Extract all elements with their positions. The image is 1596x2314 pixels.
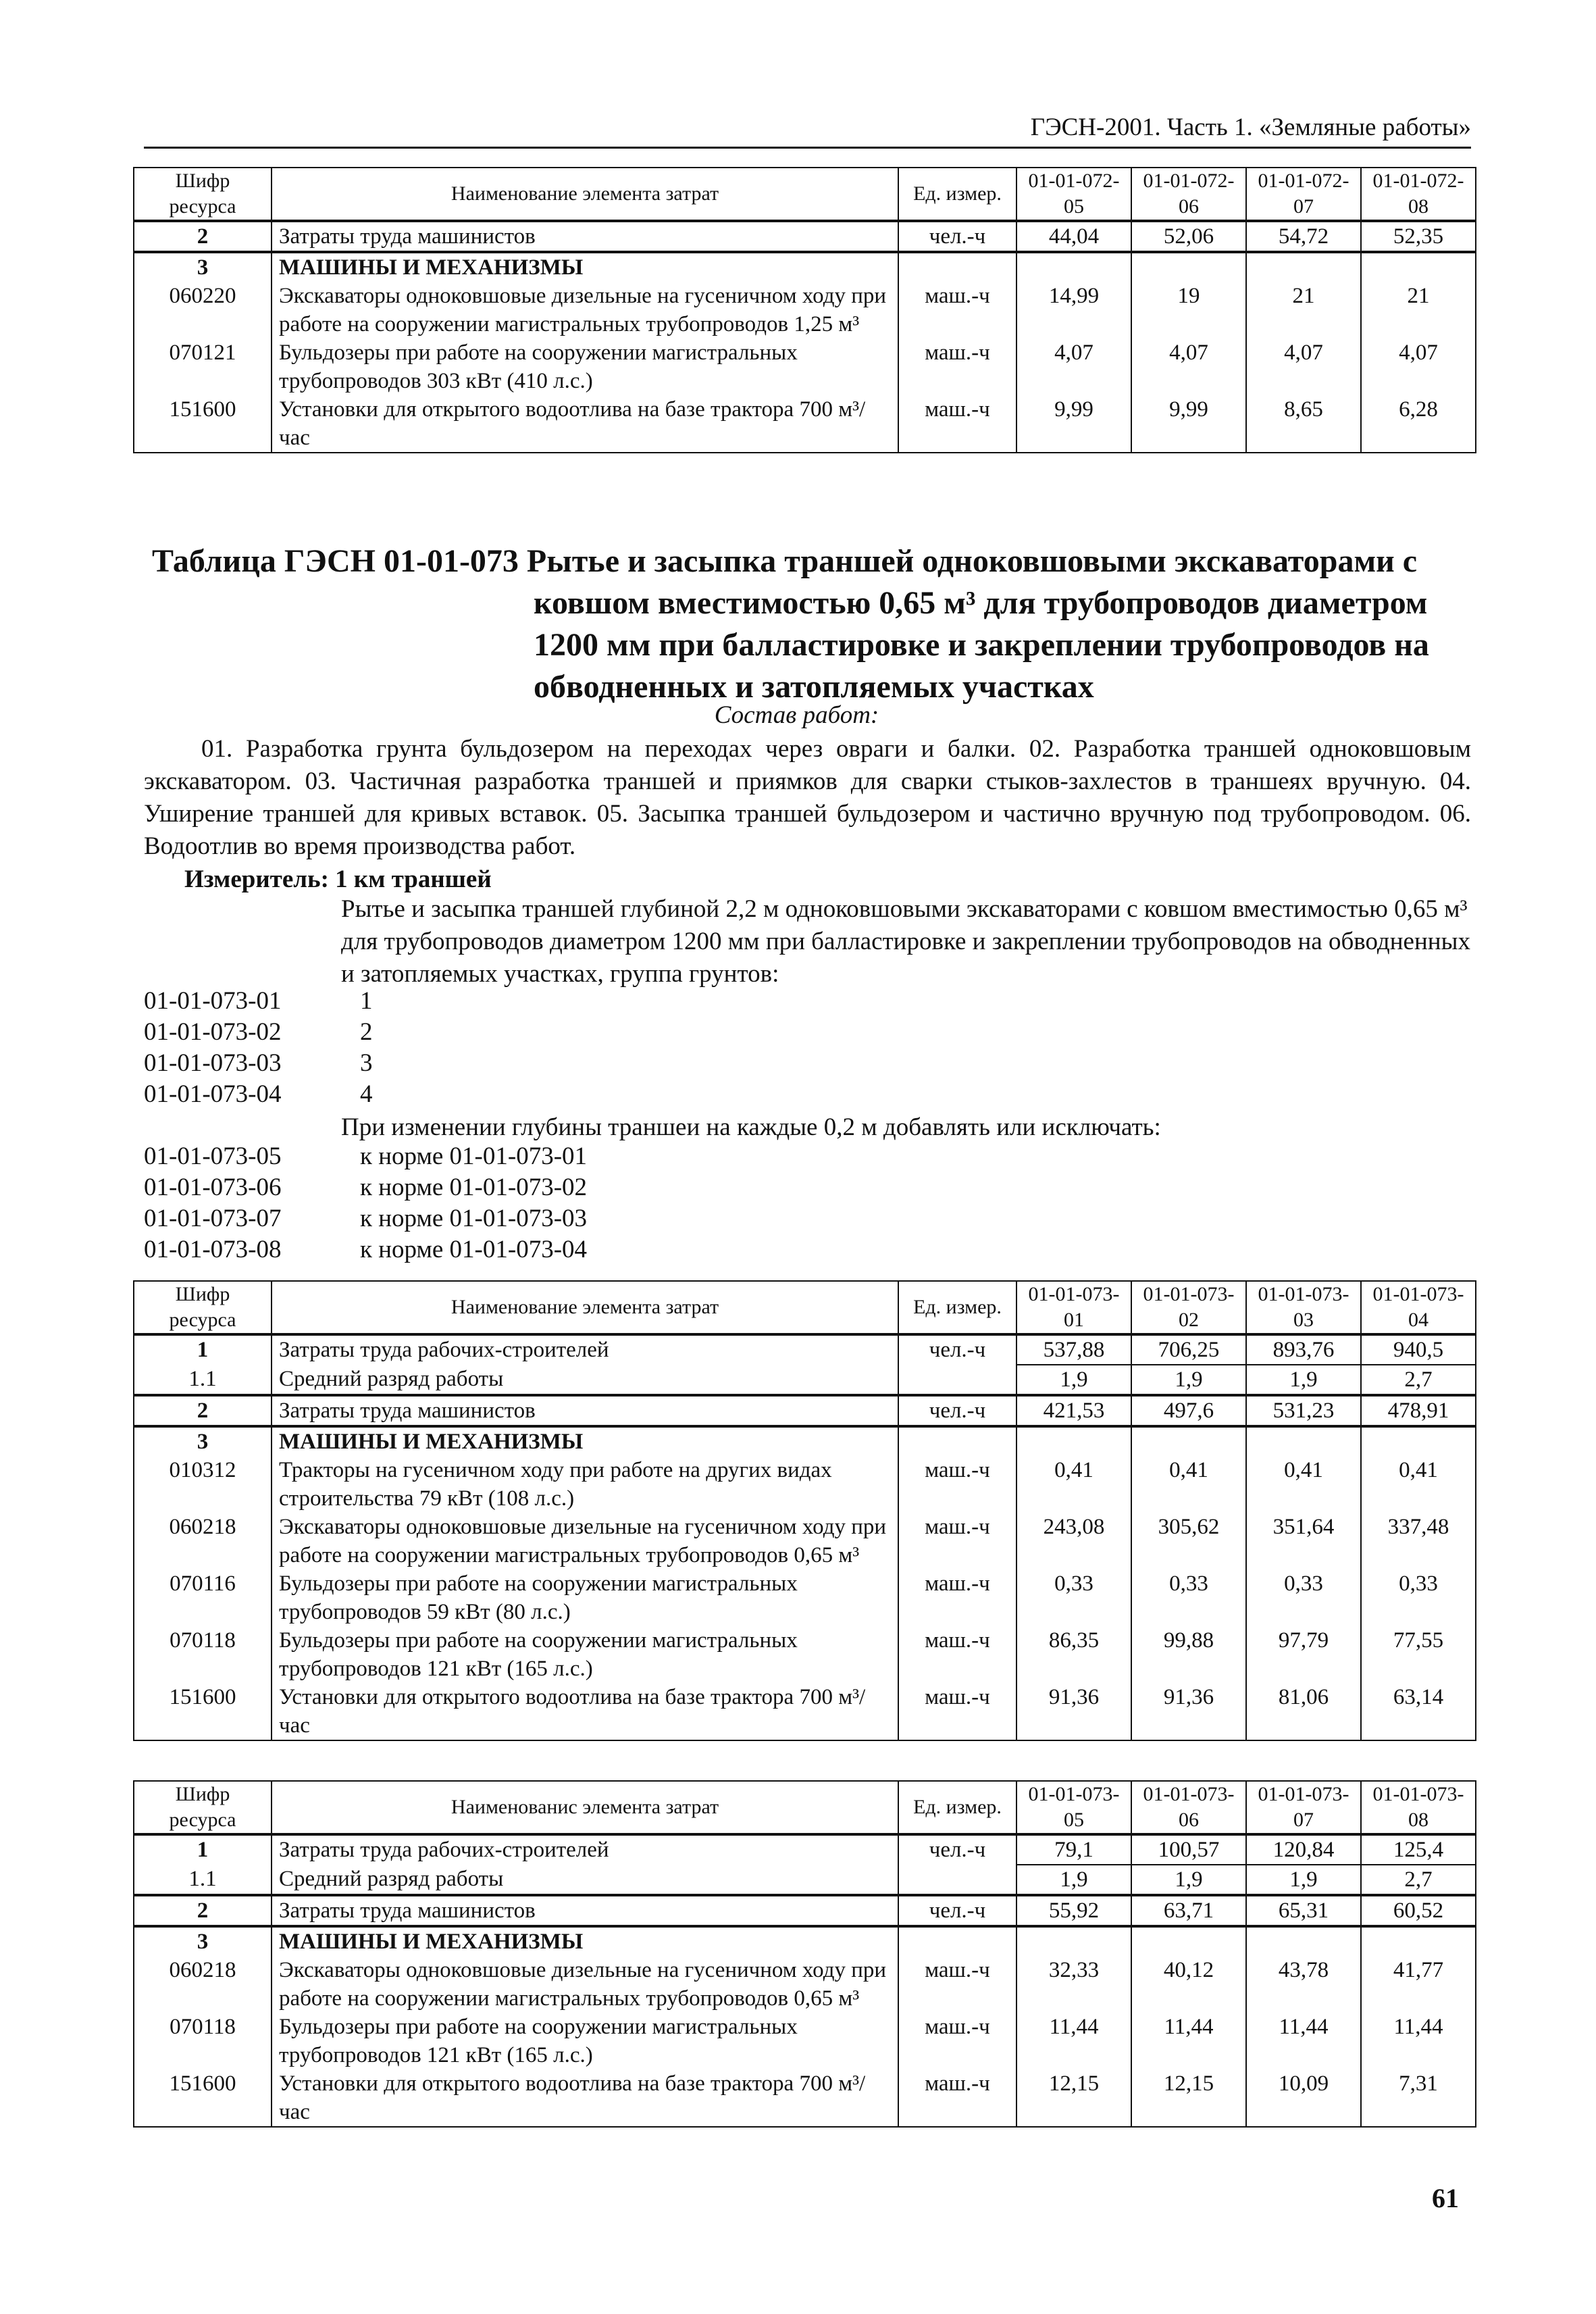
row-value: 0,33 <box>1361 1569 1476 1626</box>
row-value: 12,15 <box>1016 2069 1131 2127</box>
row-name: Средний разряд работы <box>272 1865 898 1895</box>
col-header-code: Шифр ресурса <box>134 168 272 221</box>
title-line: Таблица ГЭСН 01-01-073 Рытье и засыпка траншей одноковшовыми экскаваторами с <box>152 543 1418 579</box>
table-header-row <box>134 168 1476 221</box>
row-unit <box>898 1926 1016 1956</box>
row-code: 010312 <box>134 1456 272 1513</box>
depth-change-list <box>144 1140 587 1265</box>
list-item <box>144 1078 373 1109</box>
row-code: 1 <box>134 1834 272 1865</box>
row-value: 40,12 <box>1131 1956 1246 2013</box>
row-value: 99,88 <box>1131 1626 1246 1683</box>
row-value: 351,64 <box>1246 1513 1361 1569</box>
row-code: 1.1 <box>134 1865 272 1895</box>
norm-code: 01-01-073-02 <box>144 1018 282 1046</box>
row-name: Затраты труда машинистов <box>272 1895 898 1926</box>
row-value: 1,9 <box>1246 1865 1361 1895</box>
row-value: 4,07 <box>1131 338 1246 395</box>
row-code: 151600 <box>134 2069 272 2127</box>
row-name: Бульдозеры при работе на сооружении магистральных трубопроводов 121 кВт (165 л.с.) <box>272 2013 898 2069</box>
title-line: ковшом вместимостью 0,65 м³ для трубопроводов диаметром <box>534 585 1428 621</box>
table-row <box>134 2013 1476 2069</box>
table-row <box>134 221 1476 252</box>
row-value: 0,33 <box>1016 1569 1131 1626</box>
row-value: 9,99 <box>1016 395 1131 453</box>
row-name: Бульдозеры при работе на сооружении магистральных трубопроводов 303 кВт (410 л.с.) <box>272 338 898 395</box>
row-unit: чел.-ч <box>898 221 1016 252</box>
row-value <box>1131 1426 1246 1456</box>
row-value <box>1246 252 1361 282</box>
row-value: 91,36 <box>1131 1683 1246 1740</box>
work-composition-label: Состав работ: <box>714 701 879 729</box>
norm-code: 01-01-073-05 <box>144 1142 282 1170</box>
col-header-norm: 01-01-072-06 <box>1131 168 1246 221</box>
col-header-norm: 01-01-073-03 <box>1246 1281 1361 1334</box>
resource-table-072 <box>133 167 1476 453</box>
norm-description: Рытье и засыпка траншей глубиной 2,2 м одноковшовыми экскаваторами с ковшом вместимостью 0,65 м³ для трубопроводов диаметром 1200 мм при балластировке и закреплении трубопроводов на обводненных и затопляемых участках, группа грунтов: <box>341 895 1470 988</box>
row-value: 497,6 <box>1131 1395 1246 1426</box>
row-code: 151600 <box>134 1683 272 1740</box>
row-value: 19 <box>1131 282 1246 338</box>
table-row <box>134 1426 1476 1456</box>
row-unit: чел.-ч <box>898 1395 1016 1426</box>
row-unit: чел.-ч <box>898 1334 1016 1365</box>
row-value: 91,36 <box>1016 1683 1131 1740</box>
row-code: 060218 <box>134 1956 272 2013</box>
row-value <box>1246 1426 1361 1456</box>
row-value: 11,44 <box>1361 2013 1476 2069</box>
row-value: 11,44 <box>1246 2013 1361 2069</box>
col-header-norm: 01-01-073-02 <box>1131 1281 1246 1334</box>
row-value: 81,06 <box>1246 1683 1361 1740</box>
row-code: 151600 <box>134 395 272 453</box>
norm-reference: к норме 01-01-073-01 <box>360 1142 588 1170</box>
row-value: 43,78 <box>1246 1956 1361 2013</box>
row-value <box>1361 1926 1476 1956</box>
row-unit: чел.-ч <box>898 1834 1016 1865</box>
soil-group-list <box>144 985 373 1109</box>
row-name: Бульдозеры при работе на сооружении магистральных трубопроводов 121 кВт (165 л.с.) <box>272 1626 898 1683</box>
row-value: 11,44 <box>1016 2013 1131 2069</box>
row-code: 3 <box>134 252 272 282</box>
col-header-norm: 01-01-073-04 <box>1361 1281 1476 1334</box>
row-code: 1.1 <box>134 1365 272 1395</box>
page-number: 61 <box>1432 2183 1459 2213</box>
row-name: Средний разряд работы <box>272 1365 898 1395</box>
col-header-norm: 01-01-073-07 <box>1246 1781 1361 1834</box>
row-value: 86,35 <box>1016 1626 1131 1683</box>
norm-reference: к норме 01-01-073-02 <box>360 1174 588 1201</box>
row-value: 21 <box>1246 282 1361 338</box>
table-row <box>134 1956 1476 2013</box>
list-item <box>144 1047 373 1078</box>
title-line: 1200 мм при балластировке и закреплении трубопроводов на <box>534 627 1429 663</box>
list-item <box>144 985 373 1016</box>
table-row <box>134 1926 1476 1956</box>
row-unit: маш.-ч <box>898 1683 1016 1740</box>
row-unit: маш.-ч <box>898 1956 1016 2013</box>
row-value: 0,41 <box>1246 1456 1361 1513</box>
row-code: 2 <box>134 221 272 252</box>
norm-code: 01-01-073-06 <box>144 1174 282 1201</box>
row-unit: маш.-ч <box>898 1626 1016 1683</box>
row-value: 1,9 <box>1016 1365 1131 1395</box>
row-value: 4,07 <box>1246 338 1361 395</box>
row-value: 125,4 <box>1361 1834 1476 1865</box>
row-value: 41,77 <box>1361 1956 1476 2013</box>
row-value: 65,31 <box>1246 1895 1361 1926</box>
col-header-norm: 01-01-072-07 <box>1246 168 1361 221</box>
norm-code: 01-01-073-07 <box>144 1205 282 1232</box>
row-unit: чел.-ч <box>898 1895 1016 1926</box>
table-row <box>134 1365 1476 1395</box>
row-name: Затраты труда рабочих-строителей <box>272 1834 898 1865</box>
col-header-name: Наименование элемента затрат <box>272 1281 898 1334</box>
row-unit <box>898 1865 1016 1895</box>
table-row <box>134 1456 1476 1513</box>
col-header-unit: Ед. измер. <box>898 168 1016 221</box>
row-unit <box>898 1426 1016 1456</box>
table-row <box>134 1683 1476 1740</box>
row-value: 0,41 <box>1016 1456 1131 1513</box>
row-value: 32,33 <box>1016 1956 1131 2013</box>
row-value: 1,9 <box>1246 1365 1361 1395</box>
row-code: 3 <box>134 1426 272 1456</box>
soil-group: 2 <box>360 1018 373 1046</box>
row-name: Экскаваторы одноковшовые дизельные на гусеничном ходу при работе на сооружении магистральных трубопроводов 0,65 м³ <box>272 1956 898 2013</box>
depth-change-note: При изменении глубины траншеи на каждые 0,2 м добавлять или исключать: <box>341 1113 1161 1141</box>
col-header-norm: 01-01-073-01 <box>1016 1281 1131 1334</box>
row-unit: маш.-ч <box>898 2013 1016 2069</box>
row-value: 63,14 <box>1361 1683 1476 1740</box>
col-header-norm: 01-01-072-08 <box>1361 168 1476 221</box>
table-row <box>134 2069 1476 2127</box>
list-item <box>144 1234 587 1265</box>
table-row <box>134 252 1476 282</box>
row-value: 52,35 <box>1361 221 1476 252</box>
list-item <box>144 1016 373 1047</box>
row-code: 2 <box>134 1895 272 1926</box>
row-value: 11,44 <box>1131 2013 1246 2069</box>
row-value: 14,99 <box>1016 282 1131 338</box>
section-heading: МАШИНЫ И МЕХАНИЗМЫ <box>272 1426 898 1456</box>
row-value: 337,48 <box>1361 1513 1476 1569</box>
table-row <box>134 1834 1476 1865</box>
row-unit <box>898 252 1016 282</box>
row-value: 0,33 <box>1246 1569 1361 1626</box>
list-item <box>144 1203 587 1234</box>
row-name: Установки для открытого водоотлива на базе трактора 700 м³/час <box>272 395 898 453</box>
norm-code: 01-01-073-03 <box>144 1049 282 1077</box>
table-row <box>134 338 1476 395</box>
row-value <box>1016 1426 1131 1456</box>
row-unit: маш.-ч <box>898 395 1016 453</box>
col-header-code: Шифр ресурса <box>134 1281 272 1334</box>
section-heading: МАШИНЫ И МЕХАНИЗМЫ <box>272 252 898 282</box>
row-name: Установки для открытого водоотлива на базе трактора 700 м³/час <box>272 1683 898 1740</box>
row-value: 1,9 <box>1131 1365 1246 1395</box>
row-value: 1,9 <box>1016 1865 1131 1895</box>
measurement-unit: Измеритель: 1 км траншей <box>184 865 492 893</box>
row-unit: маш.-ч <box>898 1456 1016 1513</box>
row-value <box>1361 1426 1476 1456</box>
row-name: Бульдозеры при работе на сооружении магистральных трубопроводов 59 кВт (80 л.с.) <box>272 1569 898 1626</box>
row-code: 060218 <box>134 1513 272 1569</box>
row-code: 060220 <box>134 282 272 338</box>
col-header-name: Наименованис элемента затрат <box>272 1781 898 1834</box>
row-value: 10,09 <box>1246 2069 1361 2127</box>
table-row <box>134 1865 1476 1895</box>
resource-table-073-05-08 <box>133 1780 1476 2128</box>
norm-reference: к норме 01-01-073-03 <box>360 1205 588 1232</box>
row-value <box>1246 1926 1361 1956</box>
row-value: 4,07 <box>1016 338 1131 395</box>
row-value: 12,15 <box>1131 2069 1246 2127</box>
row-unit: маш.-ч <box>898 2069 1016 2127</box>
row-value: 1,9 <box>1131 1865 1246 1895</box>
row-name: Экскаваторы одноковшовые дизельные на гусеничном ходу при работе на сооружении магистральных трубопроводов 1,25 м³ <box>272 282 898 338</box>
col-header-unit: Ед. измер. <box>898 1781 1016 1834</box>
row-code: 3 <box>134 1926 272 1956</box>
norm-code: 01-01-073-01 <box>144 987 282 1015</box>
table-row <box>134 1513 1476 1569</box>
row-value <box>1016 1926 1131 1956</box>
row-value: 52,06 <box>1131 221 1246 252</box>
row-value: 97,79 <box>1246 1626 1361 1683</box>
row-value: 0,33 <box>1131 1569 1246 1626</box>
table-row <box>134 1569 1476 1626</box>
row-name: Установки для открытого водоотлива на базе трактора 700 м³/час <box>272 2069 898 2127</box>
soil-group: 4 <box>360 1080 373 1108</box>
row-value: 79,1 <box>1016 1834 1131 1865</box>
row-value: 100,57 <box>1131 1834 1246 1865</box>
table-row <box>134 395 1476 453</box>
row-name: Тракторы на гусеничном ходу при работе на других видах строительства 79 кВт (108 л.с.) <box>272 1456 898 1513</box>
col-header-name: Наименование элемента затрат <box>272 168 898 221</box>
row-value: 421,53 <box>1016 1395 1131 1426</box>
row-value: 0,41 <box>1361 1456 1476 1513</box>
row-value: 940,5 <box>1361 1334 1476 1365</box>
row-code: 070121 <box>134 338 272 395</box>
row-value: 120,84 <box>1246 1834 1361 1865</box>
col-header-norm: 01-01-073-05 <box>1016 1781 1131 1834</box>
row-value: 2,7 <box>1361 1365 1476 1395</box>
list-item <box>144 1172 587 1203</box>
row-code: 070118 <box>134 1626 272 1683</box>
row-name: Затраты труда машинистов <box>272 221 898 252</box>
running-header: ГЭСН-2001. Часть 1. «Земляные работы» <box>144 111 1471 149</box>
table-row <box>134 1895 1476 1926</box>
section-title <box>152 540 1469 708</box>
col-header-unit: Ед. измер. <box>898 1281 1016 1334</box>
row-value <box>1016 252 1131 282</box>
norm-code: 01-01-073-08 <box>144 1236 282 1263</box>
row-name: Затраты труда машинистов <box>272 1395 898 1426</box>
row-value <box>1361 252 1476 282</box>
table-header-row <box>134 1281 1476 1334</box>
table-row <box>134 1334 1476 1365</box>
row-value: 54,72 <box>1246 221 1361 252</box>
row-value: 8,65 <box>1246 395 1361 453</box>
row-value: 9,99 <box>1131 395 1246 453</box>
row-value: 893,76 <box>1246 1334 1361 1365</box>
row-name: Затраты труда рабочих-строителей <box>272 1334 898 1365</box>
row-unit <box>898 1365 1016 1395</box>
row-code: 070118 <box>134 2013 272 2069</box>
row-unit: маш.-ч <box>898 1569 1016 1626</box>
row-value: 60,52 <box>1361 1895 1476 1926</box>
row-value: 7,31 <box>1361 2069 1476 2127</box>
norm-code: 01-01-073-04 <box>144 1080 282 1108</box>
table-header-row <box>134 1781 1476 1834</box>
col-header-norm: 01-01-073-06 <box>1131 1781 1246 1834</box>
row-value: 63,71 <box>1131 1895 1246 1926</box>
row-value <box>1131 1926 1246 1956</box>
table-row <box>134 1626 1476 1683</box>
row-value: 243,08 <box>1016 1513 1131 1569</box>
resource-table-073-01-04 <box>133 1280 1476 1741</box>
work-composition-text: 01. Разработка грунта бульдозером на переходах через овраги и балки. 02. Разработка траншей одноковшовым экскаватором. 03. Частичная разработка траншей и приямков для сварки стыков-захлестов в траншеях вручную. 04. Уширение траншей для кривых вставок. 05. Засыпка траншей бульдозером и частично вручную под трубопроводом. 06. Водоотлив во время производства работ. <box>144 735 1471 860</box>
row-value: 537,88 <box>1016 1334 1131 1365</box>
row-unit: маш.-ч <box>898 282 1016 338</box>
row-value: 305,62 <box>1131 1513 1246 1569</box>
row-value: 55,92 <box>1016 1895 1131 1926</box>
norm-reference: к норме 01-01-073-04 <box>360 1236 588 1263</box>
title-line: обводненных и затопляемых участках <box>534 669 1094 705</box>
row-value: 2,7 <box>1361 1865 1476 1895</box>
row-value: 4,07 <box>1361 338 1476 395</box>
row-value: 6,28 <box>1361 395 1476 453</box>
row-value: 44,04 <box>1016 221 1131 252</box>
row-value <box>1131 252 1246 282</box>
table-row <box>134 1395 1476 1426</box>
row-code: 2 <box>134 1395 272 1426</box>
list-item <box>144 1140 587 1172</box>
row-unit: маш.-ч <box>898 338 1016 395</box>
col-header-norm: 01-01-072-05 <box>1016 168 1131 221</box>
row-value: 21 <box>1361 282 1476 338</box>
row-value: 531,23 <box>1246 1395 1361 1426</box>
row-value: 0,41 <box>1131 1456 1246 1513</box>
row-value: 706,25 <box>1131 1334 1246 1365</box>
section-heading: МАШИНЫ И МЕХАНИЗМЫ <box>272 1926 898 1956</box>
col-header-norm: 01-01-073-08 <box>1361 1781 1476 1834</box>
row-code: 1 <box>134 1334 272 1365</box>
row-unit: маш.-ч <box>898 1513 1016 1569</box>
soil-group: 1 <box>360 987 373 1015</box>
table-row <box>134 282 1476 338</box>
row-value: 478,91 <box>1361 1395 1476 1426</box>
row-name: Экскаваторы одноковшовые дизельные на гусеничном ходу при работе на сооружении магистральных трубопроводов 0,65 м³ <box>272 1513 898 1569</box>
col-header-code: Шифр ресурса <box>134 1781 272 1834</box>
soil-group: 3 <box>360 1049 373 1077</box>
row-code: 070116 <box>134 1569 272 1626</box>
row-value: 77,55 <box>1361 1626 1476 1683</box>
